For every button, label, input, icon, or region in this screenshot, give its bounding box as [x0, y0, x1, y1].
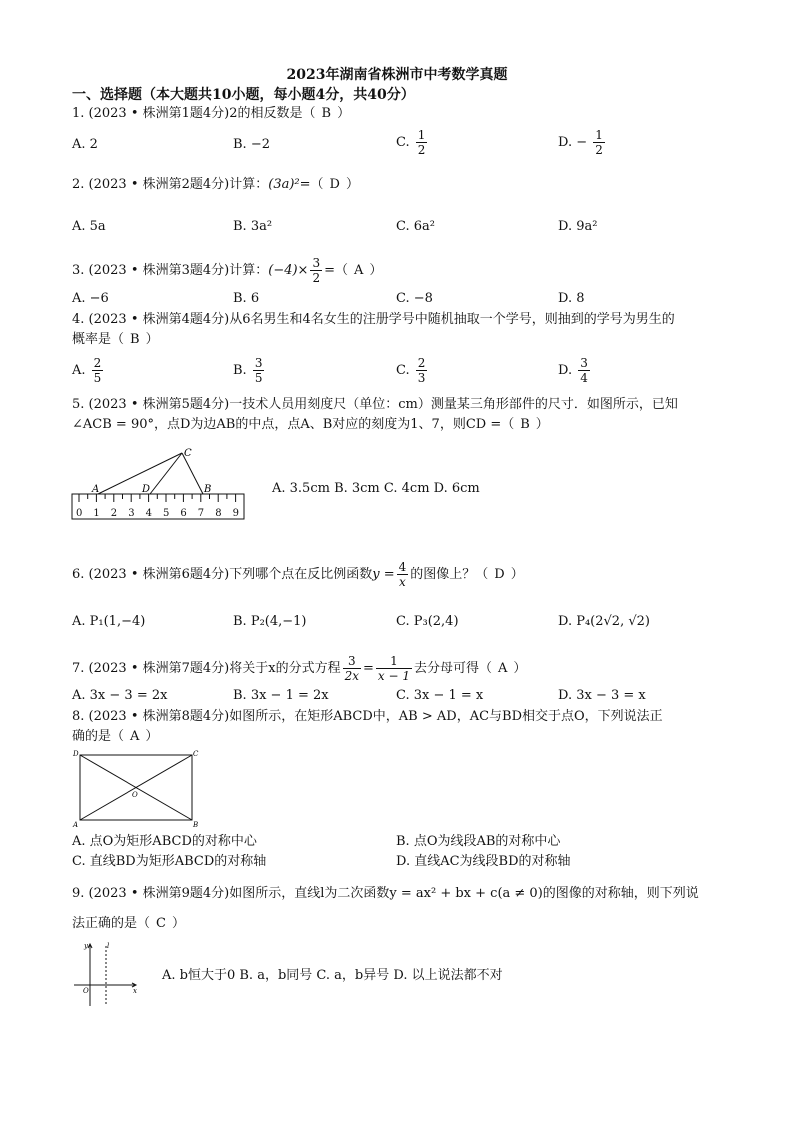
question-8-option-a: A. 点O为矩形ABCD的对称中心: [72, 834, 257, 849]
question-6-option-d: D. P₄(2√2, √2): [558, 614, 650, 629]
question-4-stem: 4. (2023 • 株洲第4题4分)从6名男生和4名女生的注册学号中随机抽取一个学号，则抽到的学号为男生的: [72, 312, 675, 327]
question-3-option-c: C. −8: [396, 291, 433, 306]
question-1-stem: 1. (2023 • 株洲第1题4分)2的相反数是（ B ）: [72, 106, 351, 121]
question-6-option-c: C. P₃(2,4): [396, 614, 459, 629]
label-o: O: [132, 791, 138, 799]
question-5-stem: 5. (2023 • 株洲第5题4分)一技术人员用刻度尺（单位：cm）测量某三角形部件的尺寸．如图所示，已知: [72, 397, 678, 412]
label-b: B: [193, 821, 199, 829]
question-8-stem-2: 确的是（ A ）: [72, 729, 159, 744]
question-2-option-d: D. 9a²: [558, 219, 598, 234]
question-2-option-a: A. 5a: [72, 219, 106, 234]
question-7-stem: 7. (2023 • 株洲第7题4分)将关于x的分式方程 $\frac{3}{2x}$ = $\frac{1}{x - 1}$ 去分母可得（ A ）: [72, 654, 527, 683]
question-5-options: A. 3.5cm B. 3cm C. 4cm D. 6cm: [272, 481, 480, 496]
question-8-stem: 8. (2023 • 株洲第8题4分)如图所示，在矩形ABCD中，AB > AD，AC与BD相交于点O，下列说法正: [72, 709, 663, 724]
question-1-option-a: A. 2: [72, 137, 98, 152]
label-y: y: [84, 942, 88, 950]
ruler-tick-label: 7: [197, 508, 205, 519]
ruler-tick-label: 4: [145, 508, 152, 519]
segment-cd: [150, 453, 182, 494]
ruler-tick-label: 8: [215, 508, 222, 519]
ruler-tick-label: 6: [180, 508, 187, 519]
question-1-answer: B: [321, 106, 332, 121]
question-8-option-d: D. 直线AC为线段BD的对称轴: [396, 854, 571, 869]
ruler-tick-label: 9: [232, 508, 239, 519]
question-3-option-a: A. −6: [72, 291, 109, 306]
label-a: A: [73, 821, 79, 829]
question-6-answer: D: [494, 567, 505, 582]
question-1-option-b: B. −2: [233, 137, 270, 152]
question-4-option-c: C. $\frac{2}{3}$: [396, 356, 426, 385]
ruler-tick-label: 1: [93, 508, 100, 519]
question-7-answer: A: [498, 661, 508, 676]
ruler-tick-label: 0: [76, 508, 83, 519]
label-c: C: [193, 750, 199, 758]
question-2-stem: 2. (2023 • 株洲第2题4分)计算：(3a)²=（ D ）: [72, 177, 359, 192]
question-3-option-d: D. 8: [558, 291, 585, 306]
question-4-option-b: B. $\frac{3}{5}$: [233, 356, 263, 385]
question-4-stem-2: 概率是（ B ）: [72, 332, 159, 347]
section-heading: 一、选择题（本大题共10小题，每小题4分，共40分）: [72, 87, 415, 103]
question-7-option-d: D. 3x − 3 = x: [558, 688, 646, 703]
page-title: 2023年湖南省株洲市中考数学真题: [286, 67, 508, 83]
label-l: l: [107, 942, 110, 950]
ruler-tick-label: 5: [163, 508, 170, 519]
label-d: D: [73, 750, 79, 758]
question-5-answer: B: [520, 417, 530, 432]
question-9-stem-2: 法正确的是（ C ）: [72, 916, 185, 931]
question-6-stem: 6. (2023 • 株洲第6题4分)下列哪个点在反比例函数y = $\frac{4}{x}$ 的图像上？（ D ）: [72, 560, 524, 589]
axis-symmetry-figure: [70, 940, 142, 1012]
question-3-stem: 3. (2023 • 株洲第3题4分)计算：(−4)× $\frac{3}{2}$ =（ A ）: [72, 256, 383, 285]
rectangle-abcd-figure: [72, 748, 200, 830]
question-1-option-c: C. $\frac{1}{2}$: [396, 128, 426, 157]
segment-ac: [98, 453, 182, 494]
label-o: O: [83, 987, 89, 995]
question-2-option-b: B. 3a²: [233, 219, 273, 234]
label-b: B: [204, 484, 212, 495]
question-8-option-c: C. 直线BD为矩形ABCD的对称轴: [72, 854, 267, 869]
question-7-option-b: B. 3x − 1 = 2x: [233, 688, 329, 703]
question-5-stem-2: ∠ACB = 90°，点D为边AB的中点，点A、B对应的刻度为1、7，则CD =（ B ）: [72, 417, 549, 432]
label-d: D: [142, 484, 151, 495]
question-7-option-a: A. 3x − 3 = 2x: [72, 688, 168, 703]
question-1-option-d: D. − $\frac{1}{2}$: [558, 128, 603, 157]
ruler-tick-label: 3: [128, 508, 135, 519]
question-4-option-d: D. $\frac{3}{4}$: [558, 356, 588, 385]
question-7-option-c: C. 3x − 1 = x: [396, 688, 484, 703]
question-6-option-a: A. P₁(1,−4): [72, 614, 146, 629]
question-4-answer: B: [130, 332, 140, 347]
label-x: x: [133, 987, 137, 995]
label-a: A: [92, 484, 100, 495]
label-c: C: [184, 448, 192, 459]
ruler-tick-label: 2: [110, 508, 118, 519]
question-3-option-b: B. 6: [233, 291, 260, 306]
question-8-option-b: B. 点O为线段AB的对称中心: [396, 834, 561, 849]
segment-bc: [182, 453, 203, 494]
question-3-answer: A: [354, 263, 364, 278]
question-2-option-c: C. 6a²: [396, 219, 435, 234]
ruler-triangle-figure: [70, 445, 248, 527]
question-2-answer: D: [329, 177, 340, 192]
question-9-stem: 9. (2023 • 株洲第9题4分)如图所示，直线l为二次函数y = ax² + bx + c(a ≠ 0)的图像的对称轴，则下列说: [72, 886, 699, 901]
question-9-options: A. b恒大于0 B. a，b同号 C. a，b异号 D. 以上说法都不对: [162, 968, 503, 983]
question-4-option-a: A. $\frac{2}{5}$: [72, 356, 102, 385]
question-8-answer: A: [130, 729, 140, 744]
question-9-answer: C: [156, 916, 166, 931]
question-6-option-b: B. P₂(4,−1): [233, 614, 307, 629]
